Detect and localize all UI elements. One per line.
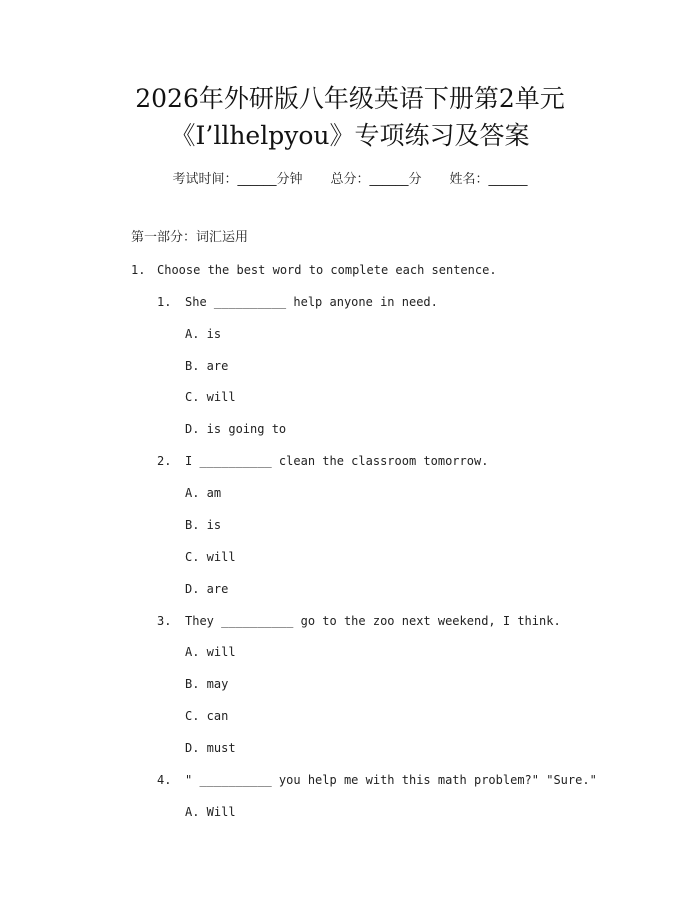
option-a: A. Will [185,805,236,819]
item-text: She __________ help anyone in need. [185,295,438,309]
item-text: They __________ go to the zoo next weekend, I think. [185,614,561,628]
question-number: 1. [131,263,146,277]
option-c: C. will [185,550,236,564]
total-score: 总分：______分 [330,172,422,187]
exam-meta [0,168,700,187]
item-number: 1. [157,295,172,309]
option-a: A. am [185,486,222,500]
item-number: 3. [157,614,172,628]
question-instruction: Choose the best word to complete each sentence. [157,263,497,277]
option-c: C. can [185,709,229,723]
option-b: B. is [185,518,222,532]
section-title: 第一部分：词汇运用 [131,230,249,245]
option-d: D. is going to [185,422,287,436]
student-name: 姓名：______ [449,172,528,187]
item-number: 4. [157,773,172,787]
option-c: C. will [185,390,236,404]
document-title-line-2: 《I’llhelpyou》专项练习及答案 [170,121,530,150]
option-d: D. must [185,741,236,755]
item-text: I __________ clean the classroom tomorrow. [185,454,489,468]
option-a: A. will [185,645,236,659]
option-b: B. are [185,359,229,373]
option-b: B. may [185,677,229,691]
exam-time: 考试时间：______分钟 [172,172,303,187]
item-number: 2. [157,454,172,468]
item-text: " __________ you help me with this math problem?" "Sure." [185,773,597,787]
option-a: A. is [185,327,222,341]
document-title-line-1: 2026年外研版八年级英语下册第2单元 [135,84,565,113]
option-d: D. are [185,582,229,596]
